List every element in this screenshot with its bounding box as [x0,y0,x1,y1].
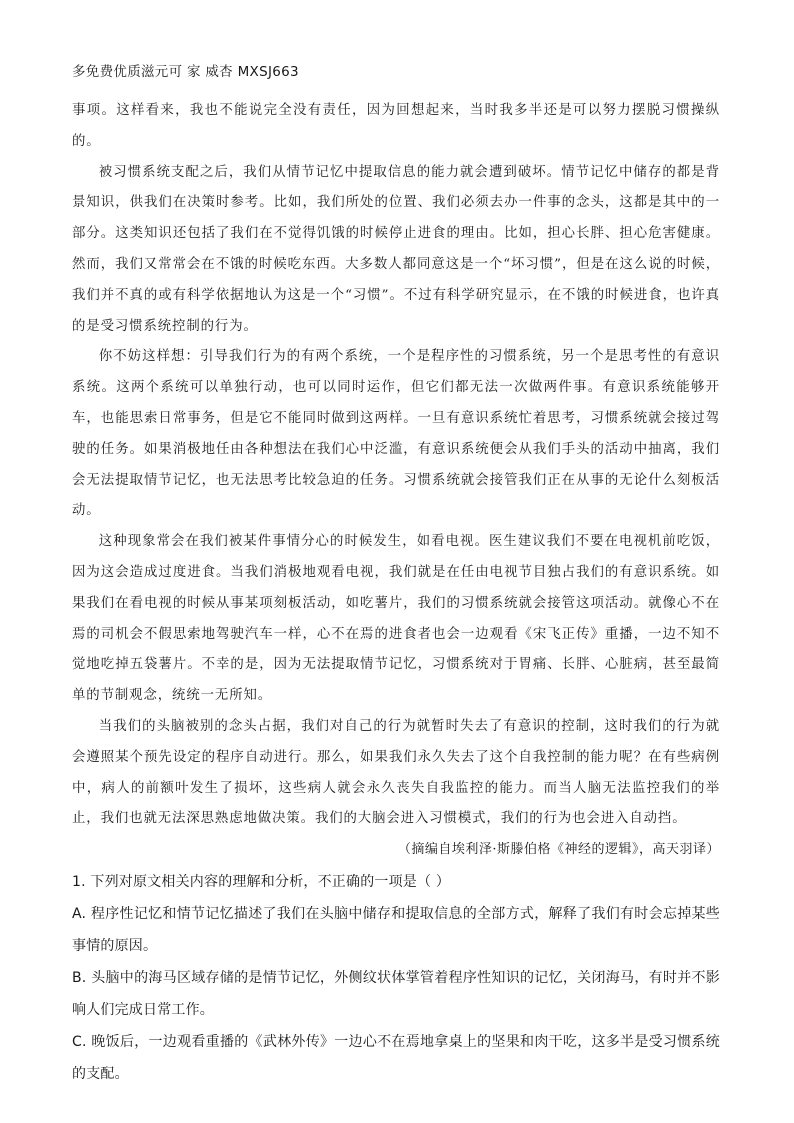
document-page [72,62,720,1090]
paragraph-two-systems: 你不妨这样想：引导我们行为的有两个系统，一个是程序性的习惯系统，另一个是思考性的有意识系统。这两个系统可以单独行动，也可以同时运作，但它们都无法一次做两件事。有意识系统能够开车，也能思索日常事务，但是它不能同时做到这两样。一旦有意识系统忙着思考，习惯系统就会接过驾驶的任务。如果消极地任由各种想法在我们心中泛滥，有意识系统便会从我们手头的活动中抽离，我们会无法提取情节记忆，也无法思考比较急迫的任务。习惯系统就会接管我们正在从事的无论什么刻板活动。 [72,349,720,519]
page-header: 多免费优质滋元可 家 威杏 MXSJ663 [72,64,299,80]
option-a: A. 程序性记忆和情节记忆描述了我们在头脑中储存和提取信息的全部方式，解释了我们有时会忘掉某些事情的原因。 [72,906,720,955]
paragraph-self-control: 当我们的头脑被别的念头占据，我们对自己的行为就暂时失去了有意识的控制，这时我们的行为就会遵照某个预先设定的程序自动进行。那么，如果我们永久失去了这个自我控制的能力呢？在有些病例中，病人的前额叶发生了损坏，这些病人就会永久丧失自我监控的能力。而当人脑无法监控我们的举止，我们也就无法深思熟虑地做决策。我们的大脑会进入习惯模式，我们的行为也会进入自动挡。 [72,718,720,827]
paragraph-episodic-memory: 被习惯系统支配之后，我们从情节记忆中提取信息的能力就会遭到破坏。情节记忆中储存的都是背景知识，供我们在决策时参考。比如，我们所处的位置、我们必须去办一件事的念头，这都是其中的一部分。这类知识还包括了我们在不觉得饥饿的时候停止进食的理由。比如，担心长胖、担心危害健康。然而，我们又常常会在不饿的时候吃东西。大多数人都同意这是一个“坏习惯”，但是在这么说的时候，我们并不真的或有科学依据地认为这是一个“习惯”。不过有科学研究显示，在不饿的时候进食，也许真的是受习惯系统控制的行为。 [72,164,720,334]
option-b: B. 头脑中的海马区域存储的是情节记忆，外侧纹状体掌管着程序性知识的记忆，关闭海马，有时并不影响人们完成日常工作。 [72,970,720,1019]
source-citation: （摘编自埃利泽·斯滕伯格《神经的逻辑》，高天羽译） [397,842,720,858]
question-stem: 1. 下列对原文相关内容的理解和分析，不正确的一项是（ ） [72,874,451,891]
paragraph-tv-distraction: 这种现象常会在我们被某件事情分心的时候发生，如看电视。医生建议我们不要在电视机前吃饭，因为这会造成过度进食。当我们消极地观看电视，我们就是在任由电视节目独占我们的有意识系统。如果我们在看电视的时候从事某项刻板活动，如吃薯片，我们的习惯系统就会接管这项活动。就像心不在焉的司机会不假思索地驾驶汽车一样，心不在焉的进食者也会一边观看《宋飞正传》重播，一边不知不觉地吃掉五袋薯片。不幸的是，因为无法提取情节记忆，习惯系统对于胃痛、长胖、心脏病，甚至最简单的节制观念，统统一无所知。 [72,534,720,704]
paragraph-continuation: 事项。这样看来，我也不能说完全没有责任，因为回想起来，当时我多半还是可以努力摆脱习惯操纵的。 [72,103,720,149]
option-c: C. 晚饭后，一边观看重播的《武林外传》一边心不在焉地拿桌上的坚果和肉干吃，这多半是受习惯系统的支配。 [72,1034,720,1083]
